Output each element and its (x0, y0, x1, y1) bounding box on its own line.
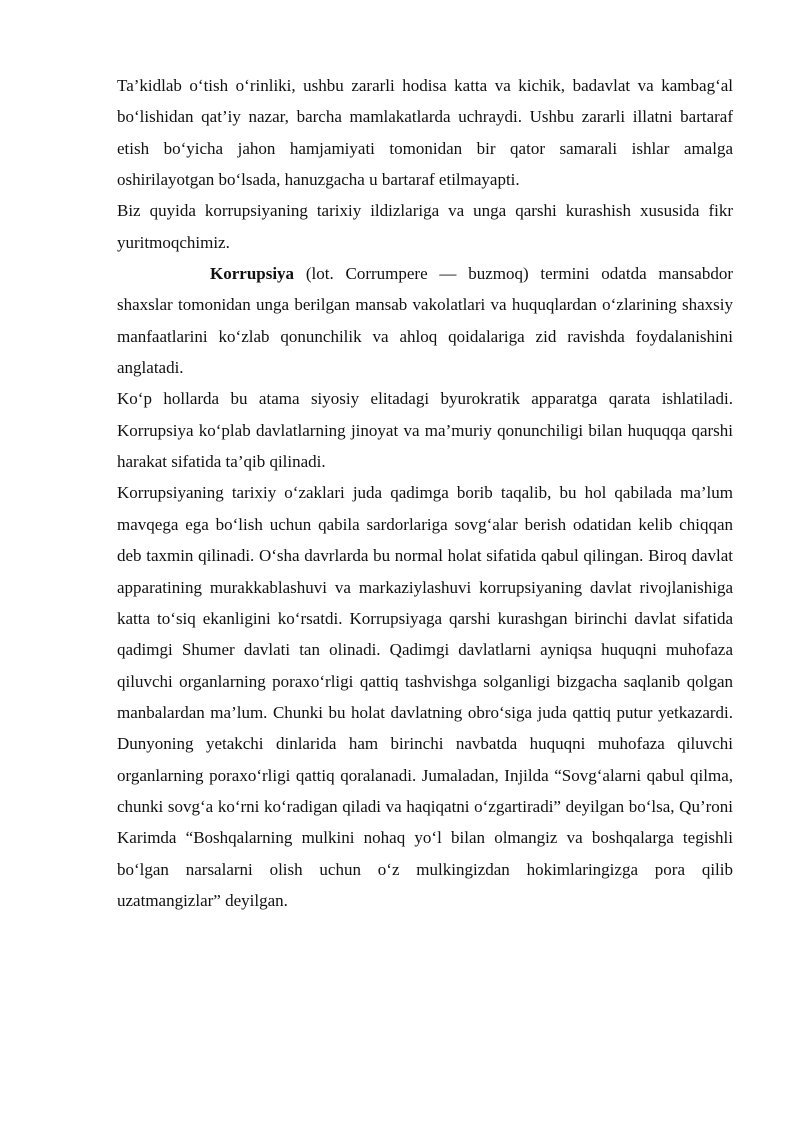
paragraph-purpose: Biz quyida korrupsiyaning tarixiy ildizlariga va unga qarshi kurashish xususida fikr yuritmoqchimiz. (117, 201, 733, 252)
term-korrupsiya: Korrupsiya (210, 264, 295, 284)
paragraph-definition (117, 258, 733, 383)
document-body (117, 70, 733, 916)
paragraph-intro: Ta’kidlab o‘tish o‘rinliki, ushbu zararli hodisa katta va kichik, badavlat va kambag‘al bo‘lishidan qat’iy nazar, barcha mamlakatlarda uchraydi. Ushbu zararli illatni bartaraf etish bo‘yicha jahon hamjamiyati tomonidan bir qator samarali ishlar amalga oshirilayotgan bo‘lsada, hanuzgacha u bartaraf etilmayapti. (117, 76, 733, 190)
paragraph-history: Korrupsiyaning tarixiy o‘zaklari juda qadimga borib taqalib, bu hol qabilada ma’lum mavqega ega bo‘lish uchun qabila sardorlariga sovg‘alar berish odatidan kelib chiqqan deb taxmin qilinadi. O‘sha davrlarda bu normal holat sifatida qabul qilingan. Biroq davlat apparatining murakkablashuvi va markaziylashuvi korrupsiyaning davlat rivojlanishiga katta to‘siq ekanligini ko‘rsatdi. Korrupsiyaga qarshi kurashgan birinchi davlat sifatida qadimgi Shumer davlati tan olinadi. Qadimgi davlatlarni ayniqsa huquqni muhofaza qiluvchi organlarning poraxo‘rligi qattiq tashvishga solganligi bizgacha saqlanib qolgan manbalardan ma’lum. Chunki bu holat davlatning obro‘siga juda qattiq putur yetkazardi. Dunyoning yetakchi dinlarida ham birinchi navbatda huquqni muhofaza qiluvchi organlarning poraxo‘rligi qattiq qoralanadi. Jumaladan, Injilda “Sovg‘alarni qabul qilma, chunki sovg‘a ko‘rni ko‘radigan qiladi va haqiqatni o‘zgartiradi” deyilgan bo‘lsa, Qu’roni Karimda “Boshqalarning mulkini nohaq yo‘l bilan olmangiz va boshqalarga tegishli bo‘lgan narsalarni olish uchun o‘z mulkingizdan hokimlaringizga pora qilib uzatmangizlar” deyilgan. (117, 483, 733, 910)
definition-text: (lot. Corrumpere — buzmoq) termini odatda mansabdor shaxslar tomonidan unga berilgan mansab vakolatlari va huquqlardan o‘zlarining shaxsiy manfaatlarini ko‘zlab qonunchilik va ahloq qoidalariga zid ravishda foydalanishini anglatadi. (117, 264, 733, 378)
paragraph-usage: Ko‘p hollarda bu atama siyosiy elitadagi byurokratik apparatga qarata ishlatiladi. Korrupsiya ko‘plab davlatlarning jinoyat va ma’muriy qonunchiligi bilan huquqqa qarshi harakat sifatida ta’qib qilinadi. (117, 389, 733, 472)
